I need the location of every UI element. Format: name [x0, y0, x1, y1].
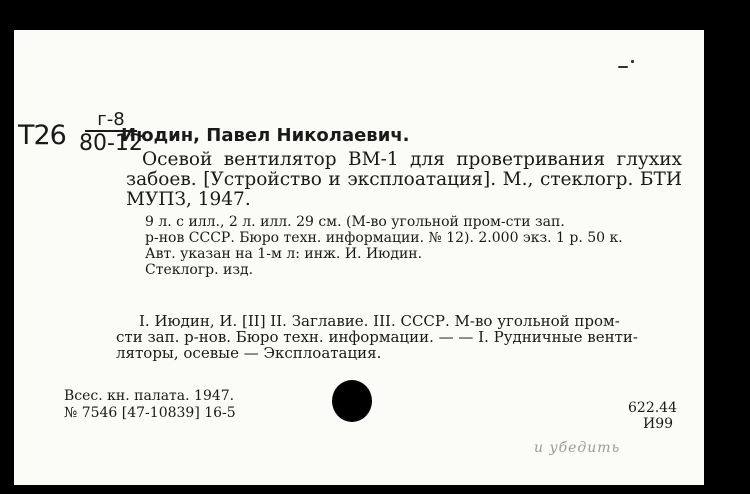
punch-hole [332, 380, 372, 422]
tracing-line: I. Июдин, И. [II] II. Заглавие. III. СССР. М-во угольной пром- [139, 312, 620, 330]
author-mark: И99 [643, 416, 674, 432]
chamber-note: Всес. кн. палата. 1947. [64, 388, 235, 404]
catalog-card [14, 30, 704, 485]
faded-stamp: и убедить [534, 440, 621, 456]
physical-description-line: р-нов СССР. Бюро техн. информации. № 12). 2.000 экз. 1 р. 50 к. [145, 230, 623, 246]
dust-speck [618, 66, 628, 68]
tracing-line: сти зап. р-нов. Бюро техн. информации. — — I. Рудничные венти- [116, 328, 638, 346]
call-number-numerator: г-8 [97, 109, 125, 130]
udc-classification: 622.44 [628, 400, 677, 416]
call-number-prefix: T26 [18, 120, 66, 151]
registration-number: № 7546 [47-10839] 16-5 [64, 405, 236, 421]
call-number-denominator: 80-12 [79, 131, 143, 156]
dust-speck [631, 60, 634, 63]
physical-description-line: 9 л. с илл., 2 л. илл. 29 см. (М-во угольной пром-сти зап. [145, 214, 565, 230]
title-statement: Осевой вентилятор ВМ-1 для проветривания глухих забоев. [Устройство и эксплоатация]. М., стеклогр. БТИ МУПЗ, 1947. [126, 149, 682, 210]
author-heading: Июдин, Павел Николаевич. [121, 125, 410, 146]
edition-note-line: Стеклогр. изд. [145, 262, 254, 278]
author-note-line: Авт. указан на 1-м л: инж. И. Июдин. [145, 246, 423, 262]
tracing-line: ляторы, осевые — Эксплоатация. [116, 344, 382, 362]
